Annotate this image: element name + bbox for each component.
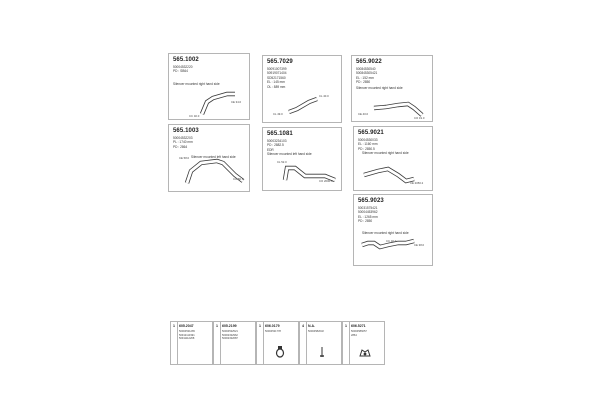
bolt-icon	[318, 346, 326, 358]
accessory-refs: 50004586057 2864	[351, 330, 367, 337]
mount-note: Silencer mounted right hand side	[362, 231, 409, 235]
accessory-code: 606.5271	[351, 324, 366, 328]
part-info: 50004532203 PL : 1740 mm PD : 2864	[173, 136, 193, 149]
quantity: 4	[302, 324, 304, 328]
part-info: 50004532220 PD : SB64	[173, 65, 193, 74]
dimension-label: CL 40.0	[319, 94, 329, 98]
mount-note: Silencer mounted right hand side	[362, 151, 409, 155]
mount-note: Silencer mounted right hand side	[173, 82, 220, 86]
dimension-label: CL 52.0	[277, 160, 287, 164]
accessory-code: 605.2047	[179, 324, 194, 328]
part-info: 50084530540 500845305421 EL : 152 mm PD : 2850	[356, 67, 378, 85]
dimension-label: CE 38.0	[414, 243, 425, 247]
accessory-box	[299, 321, 342, 365]
gasket-icon	[359, 348, 371, 358]
pipe-drawing	[169, 54, 251, 121]
part-number: 565.9022	[356, 59, 382, 65]
dimension-label: CC 40.0	[189, 114, 200, 118]
accessory-box	[213, 321, 256, 365]
clamp-icon	[275, 346, 285, 358]
accessory-refs: 50004582032	[308, 330, 324, 333]
accessory-code: 606.0179	[265, 324, 280, 328]
mount-note: Silencer mounted right hand side	[356, 86, 403, 90]
part-card	[168, 124, 250, 192]
part-card	[168, 53, 250, 120]
dimension-label: CO 2000.0	[319, 179, 333, 183]
dimension-label: CO 19.0	[414, 116, 425, 120]
part-info: 50091007399 50919071404 SD52171560 EL : 145 mm OL : 889 mm	[267, 67, 287, 89]
mount-note: Silencer mounted left hand side	[191, 155, 236, 159]
accessory-box	[342, 321, 385, 365]
accessory-box	[170, 321, 213, 365]
part-number: 565.1003	[173, 128, 199, 134]
part-info: 50003234103 PD : 2882.5 EDR Silencer mounted left hand side	[267, 139, 312, 157]
part-number: 565.9021	[358, 130, 384, 136]
dimension-label: CE 40.0	[358, 112, 369, 116]
dimension-label: CO 50.0	[233, 177, 244, 181]
part-card	[262, 127, 342, 191]
dimension-label: CL 49.0	[273, 112, 283, 116]
pipe-drawing	[354, 195, 434, 267]
quantity: 1	[345, 324, 347, 328]
quantity: 1	[259, 324, 261, 328]
part-card	[353, 126, 433, 191]
part-number: 565.1002	[173, 57, 199, 63]
quantity: 1	[173, 324, 175, 328]
part-number: 565.9023	[358, 198, 384, 204]
accessory-code: 605.2199	[222, 324, 237, 328]
dimension-label: CE 58.0	[179, 156, 190, 160]
part-card	[353, 194, 433, 266]
part-card	[262, 55, 342, 123]
accessory-refs: 50004531778	[265, 330, 281, 333]
part-info: 50031575421 50004453962 EL : 1265 mm PD : 2850	[358, 206, 378, 224]
accessory-refs: 50004532521 50002332962 50002332687	[222, 330, 238, 341]
quantity: 1	[216, 324, 218, 328]
part-number: 565.1081	[267, 131, 293, 137]
dimension-label: CE 34.0	[231, 100, 242, 104]
dimension-label: CC 40.0	[386, 239, 397, 243]
accessory-refs: 50004531265 50912113391 50911112268	[179, 330, 195, 341]
part-number: 565.7029	[267, 59, 293, 65]
part-info: 50004530033 EL : 1160 mm PD : 2850.5	[358, 138, 378, 151]
accessory-code: N.A.	[308, 324, 315, 328]
part-card	[351, 55, 433, 122]
dimension-label: CE 2050.2	[410, 181, 424, 185]
accessory-box	[256, 321, 299, 365]
